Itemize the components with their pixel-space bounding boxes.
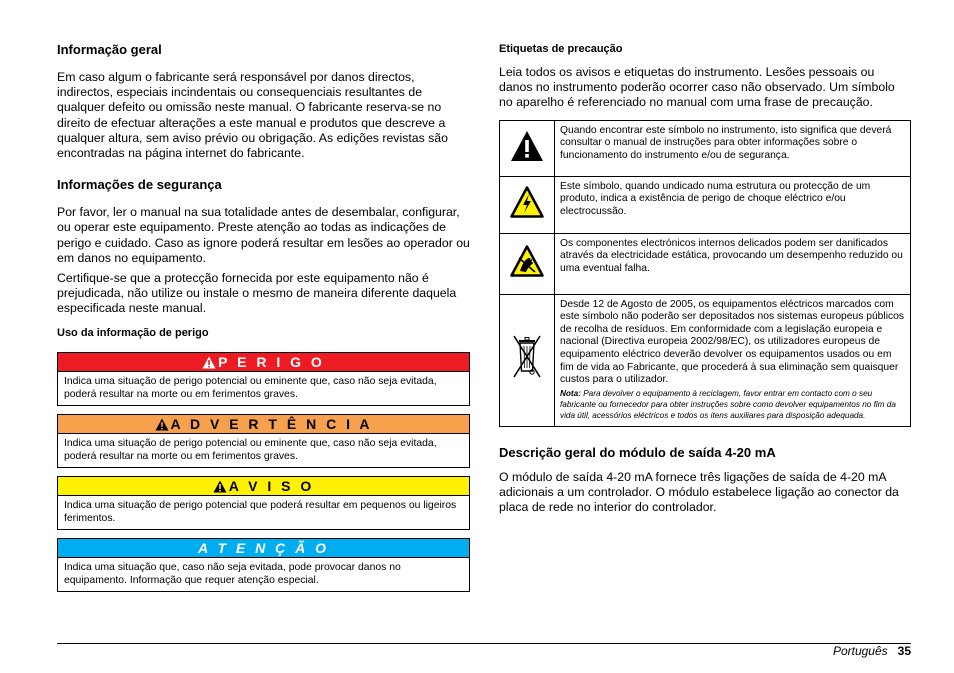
precaution-row <box>500 120 911 176</box>
precaution-labels-text: Leia todos os avisos e etiquetas do instrumento. Lesões pessoais ou danos no instrumento poderão ocorrer caso não observado. Um símbolo no aparelho é referenciado no manual com uma frase de precaução. <box>499 65 895 110</box>
recycling-note <box>560 388 905 421</box>
hazard-use-heading: Uso da informação de perigo <box>57 326 209 339</box>
precaution-text: Este símbolo, quando undicado numa estrutura ou protecção de um produto, indica a existência de perigo de choque eléctrico e/ou electrocussão. <box>555 176 911 233</box>
page-footer <box>833 644 911 658</box>
left-column <box>57 42 470 600</box>
danger-box <box>57 352 470 406</box>
warning-triangle-icon <box>155 418 169 431</box>
note-text: Para devolver o equipamento à reciclagem, favor entrar em contacto com o seu fabricante ou fornecedor para obter instruções sobre como devolver equipamentos no fim da vida útil, acessórios eléctricos e todos os itens auxiliares para disposição adequada. <box>560 388 896 420</box>
footer-language: Português <box>832 644 888 658</box>
notice-box <box>57 538 470 592</box>
notice-header <box>58 539 469 558</box>
precaution-row <box>500 233 911 294</box>
danger-text: Indica uma situação de perigo potencial ou eminente que, caso não seja evitada, poderá resultar na morte ou em ferimentos graves. <box>64 375 437 400</box>
precaution-table <box>499 120 911 427</box>
safety-info-heading: Informações de segurança <box>57 177 222 193</box>
warning-icon <box>510 130 544 162</box>
general-info-heading: Informação geral <box>57 42 162 57</box>
warning-box <box>57 414 470 468</box>
precaution-text: Quando encontrar este símbolo no instrumento, isto significa que deverá consultar o manual de instruções para obter informações sobre o funcionamento do instrumento e/ou de segurança. <box>555 120 911 176</box>
precaution-row <box>500 176 911 233</box>
module-overview-heading: Descrição geral do módulo de saída 4-20 mA <box>499 444 776 460</box>
precaution-text: Os componentes electrónicos internos delicados podem ser danificados através da electricidade estática, provocando um desempenho reduzido ou uma eventual falha. <box>555 233 911 294</box>
warning-label: A D V E R T Ê N C I A <box>170 415 373 432</box>
precaution-row <box>500 294 911 426</box>
general-info-text: Em caso algum o fabricante será responsável por danos directos, indirectos, especiais incindentais ou consequenciais resultantes de qualquer defeito ou omissão neste manual. O fabricante reserva-se no direito de efectuar alterações a este manual e produtos que descreve a qualquer altura, sem aviso prévio ou obrigação. As edições revistas são encontradas na página internet do fabricante. <box>57 70 448 161</box>
safety-info-para-2: Certifique-se que a protecção fornecida por este equipamento não é prejudicada, não utilize ou instale o mesmo de maneira diferente daquela especificada neste manual. <box>57 271 457 316</box>
footer-rule <box>57 643 911 644</box>
esd-icon <box>510 245 544 277</box>
caution-box <box>57 476 470 530</box>
caution-label: A V I S O <box>228 477 315 494</box>
warning-header <box>58 415 469 434</box>
danger-label: P E R I G O <box>218 353 325 370</box>
precaution-text: Desde 12 de Agosto de 2005, os equipamentos eléctricos marcados com este símbolo não poderão ser depositados nos sistemas europeus públicos de recolha de resíduos. Em conformidade com a legislação europeia e nacional (Directiva europeia 2002/98/EC), os utilizadores europeus de equipamento eléctrico deverão devolver os equipamentos usados ou em fim de vida ao Fabricante, que procederá à sua eliminação sem quaisquer custos para o utilizador. <box>560 298 905 386</box>
weee-bin-icon <box>510 333 544 383</box>
caution-text: Indica uma situação de perigo potencial que poderá resultar em pequenos ou ligeiros ferimentos. <box>64 499 457 524</box>
notice-label: A T E N Ç Ã O <box>197 539 330 556</box>
warning-triangle-icon <box>202 356 216 369</box>
precaution-labels-heading: Etiquetas de precaução <box>499 43 623 55</box>
electric-shock-icon <box>510 186 544 218</box>
danger-header <box>58 353 469 372</box>
module-overview-text: O módulo de saída 4-20 mA fornece três ligações de saída de 4-20 mA adicionais a um controlador. O módulo estabelece ligação ao conector da placa de rede no interior do controlador. <box>499 469 899 515</box>
right-column <box>499 42 911 515</box>
notice-text: Indica uma situação que, caso não seja evitada, pode provocar danos no equipamento. Informação que requer atenção especial. <box>64 561 401 586</box>
warning-triangle-icon <box>213 480 227 493</box>
safety-info-para-1: Por favor, ler o manual na sua totalidade antes de desembalar, configurar, ou operar este equipamento. Preste atenção ao todas as indicações de perigo e cuidado. Caso as ignore poderá resultar em lesões ao operador ou em danos no equipamento. <box>57 205 470 265</box>
warning-text: Indica uma situação de perigo potencial ou eminente que, caso não seja evitada, poderá resultar na morte ou em ferimentos graves. <box>64 437 437 462</box>
caution-header <box>58 477 469 496</box>
note-label: Nota: <box>560 388 581 398</box>
page-number: 35 <box>897 644 911 658</box>
